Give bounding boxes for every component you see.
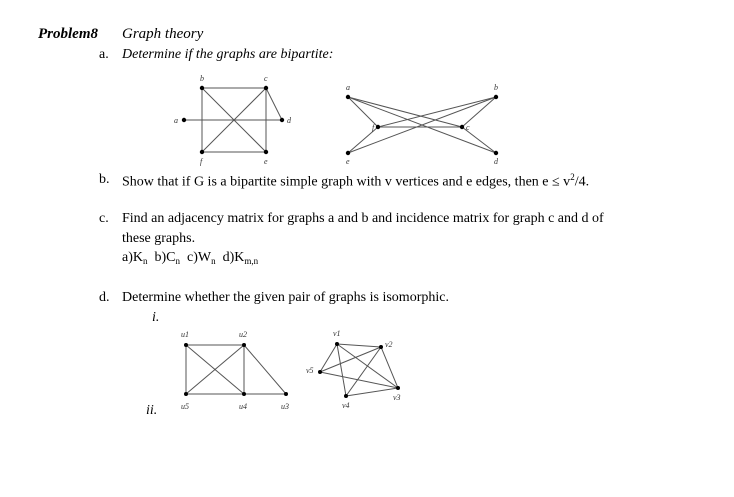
- problem-number: Problem8: [38, 26, 98, 42]
- label-c: c: [466, 123, 470, 132]
- edge: [337, 344, 346, 396]
- item-cn-sub: n: [175, 256, 180, 266]
- part-b-text-pre: Show that if G is a bipartite simple graph with v vertices and e edges, then e ≤ v: [122, 174, 571, 190]
- item-wn-sub: n: [211, 256, 216, 266]
- label-c: c: [264, 74, 268, 83]
- part-c-marker: c.: [99, 211, 109, 226]
- label-e: e: [346, 157, 350, 166]
- node-v2: [379, 345, 383, 349]
- part-a-marker: a.: [99, 47, 109, 62]
- label-v5: v5: [306, 366, 314, 375]
- label-e: e: [264, 157, 268, 166]
- part-b-sup: 2: [570, 172, 575, 182]
- node-v3: [396, 386, 400, 390]
- part-d-sub-i: i.: [152, 310, 160, 325]
- label-u4: u4: [239, 402, 247, 411]
- item-kmn-prefix: d)K: [222, 250, 245, 265]
- part-d-text: Determine whether the given pair of graphs is isomorphic.: [122, 290, 449, 305]
- part-b-marker: b.: [99, 172, 110, 187]
- label-d: d: [494, 157, 498, 166]
- label-b: b: [494, 83, 498, 92]
- part-c-line1: Find an adjacency matrix for graphs a and b and incidence matrix for graph c and d of: [122, 211, 604, 226]
- problem-title: Graph theory: [122, 26, 204, 42]
- item-cn-prefix: b)C: [154, 250, 176, 265]
- part-d-marker: d.: [99, 290, 110, 305]
- label-d: d: [287, 116, 291, 125]
- node-v1: [335, 342, 339, 346]
- part-b-text-post: /4.: [574, 174, 590, 190]
- part-a-text: Determine if the graphs are bipartite:: [122, 47, 334, 62]
- label-u1: u1: [181, 330, 189, 339]
- label-v1: v1: [333, 329, 341, 338]
- edge: [346, 388, 398, 396]
- item-kn-prefix: a)K: [122, 250, 143, 265]
- label-a: a: [346, 83, 350, 92]
- label-v2: v2: [385, 340, 393, 349]
- label-f: f: [200, 157, 203, 166]
- label-b: b: [200, 74, 204, 83]
- label-a: a: [174, 116, 178, 125]
- part-d-sub-ii: ii.: [146, 403, 158, 418]
- part-c-line2: these graphs.: [122, 231, 196, 246]
- label-f: f: [372, 123, 375, 132]
- edge: [320, 344, 337, 372]
- label-u2: u2: [239, 330, 247, 339]
- label-v3: v3: [393, 393, 401, 402]
- node-v4: [344, 394, 348, 398]
- node-v5: [318, 370, 322, 374]
- label-u5: u5: [181, 402, 189, 411]
- label-u3: u3: [281, 402, 289, 411]
- item-kmn-sub: m,n: [244, 256, 259, 266]
- label-v4: v4: [342, 401, 350, 410]
- edge: [337, 344, 381, 347]
- item-wn-prefix: c)W: [187, 250, 212, 265]
- item-kn-sub: n: [143, 256, 148, 266]
